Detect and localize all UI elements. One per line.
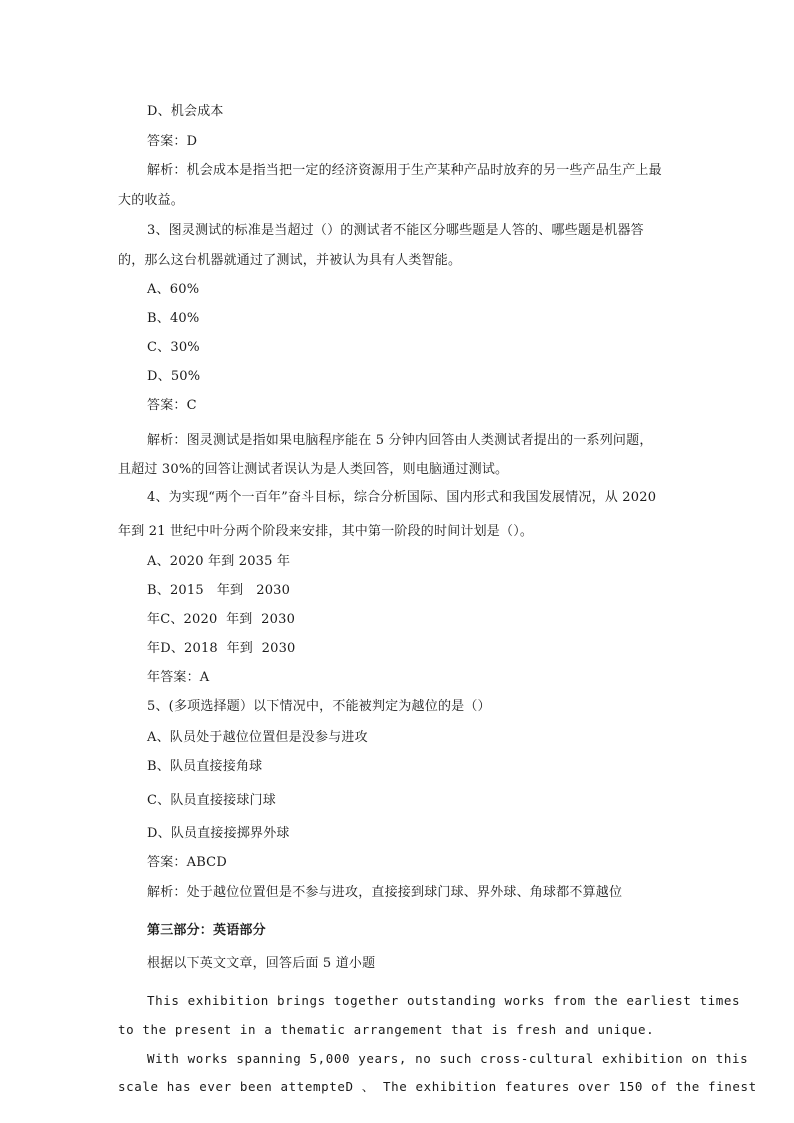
- option-d-q2: D、机会成本: [147, 104, 224, 119]
- option-a-q4: A、2020 年到 2035 年: [147, 554, 291, 569]
- option-c-q5: C、队员直接接球门球: [147, 793, 276, 808]
- question-4-line2: 年到 21 世纪中叶分两个阶段来安排，其中第一阶段的时间计划是（）。: [118, 524, 534, 539]
- option-a-q3: A、60%: [147, 282, 200, 297]
- option-d-q4: 年D、2018 年到 2030: [147, 641, 296, 656]
- analysis-q2-line2: 大的收益。: [118, 193, 185, 208]
- question-4-line1: 4、为实现“两个一百年”奋斗目标，综合分析国际、国内形式和我国发展情况，从 2020: [147, 490, 657, 505]
- passage-line-4: scale has ever been attempteD 、 The exhibition features over 150 of the finest: [118, 1079, 757, 1094]
- option-c-q3: C、30%: [147, 340, 200, 355]
- option-d-q5: D、队员直接接掷界外球: [147, 826, 290, 841]
- passage-line-3: With works spanning 5,000 years, no such cross-cultural exhibition on this: [147, 1051, 749, 1066]
- question-3-line2: 的，那么这台机器就通过了测试，并被认为具有人类智能。: [118, 253, 462, 268]
- analysis-q3-line1: 解析：图灵测试是指如果电脑程序能在 5 分钟内回答由人类测试者提出的一系列问题，: [147, 433, 653, 448]
- analysis-q2-line1: 解析：机会成本是指当把一定的经济资源用于生产某种产品时放弃的另一些产品生产上最: [147, 163, 662, 178]
- option-b-q4: B、2015 年到 2030: [147, 583, 291, 598]
- analysis-q5: 解析：处于越位位置但是不参与进攻，直接接到球门球、界外球、角球都不算越位: [147, 885, 623, 900]
- passage-line-1: This exhibition brings together outstanding works from the earliest times: [147, 993, 741, 1008]
- option-a-q5: A、队员处于越位位置但是没参与进攻: [147, 730, 368, 745]
- answer-q4: 年答案：A: [147, 670, 210, 685]
- answer-q2: 答案：D: [147, 134, 198, 149]
- question-5: 5、(多项选择题）以下情况中，不能被判定为越位的是（）: [147, 699, 491, 714]
- option-b-q5: B、队员直接接角球: [147, 759, 263, 774]
- passage-line-2: to the present in a thematic arrangement that is fresh and unique.: [118, 1022, 655, 1037]
- english-instructions: 根据以下英文文章，回答后面 5 道小题: [147, 956, 376, 971]
- section-heading-english: 第三部分：英语部分: [147, 923, 266, 938]
- option-d-q3: D、50%: [147, 369, 201, 384]
- answer-q3: 答案：C: [147, 398, 197, 413]
- option-b-q3: B、40%: [147, 311, 200, 326]
- option-c-q4: 年C、2020 年到 2030: [147, 612, 296, 627]
- question-3-line1: 3、图灵测试的标准是当超过（）的测试者不能区分哪些题是人答的、哪些题是机器答: [147, 223, 644, 238]
- analysis-q3-line2: 且超过 30%的回答让测试者误认为是人类回答，则电脑通过测试。: [118, 462, 509, 477]
- answer-q5: 答案：ABCD: [147, 855, 227, 870]
